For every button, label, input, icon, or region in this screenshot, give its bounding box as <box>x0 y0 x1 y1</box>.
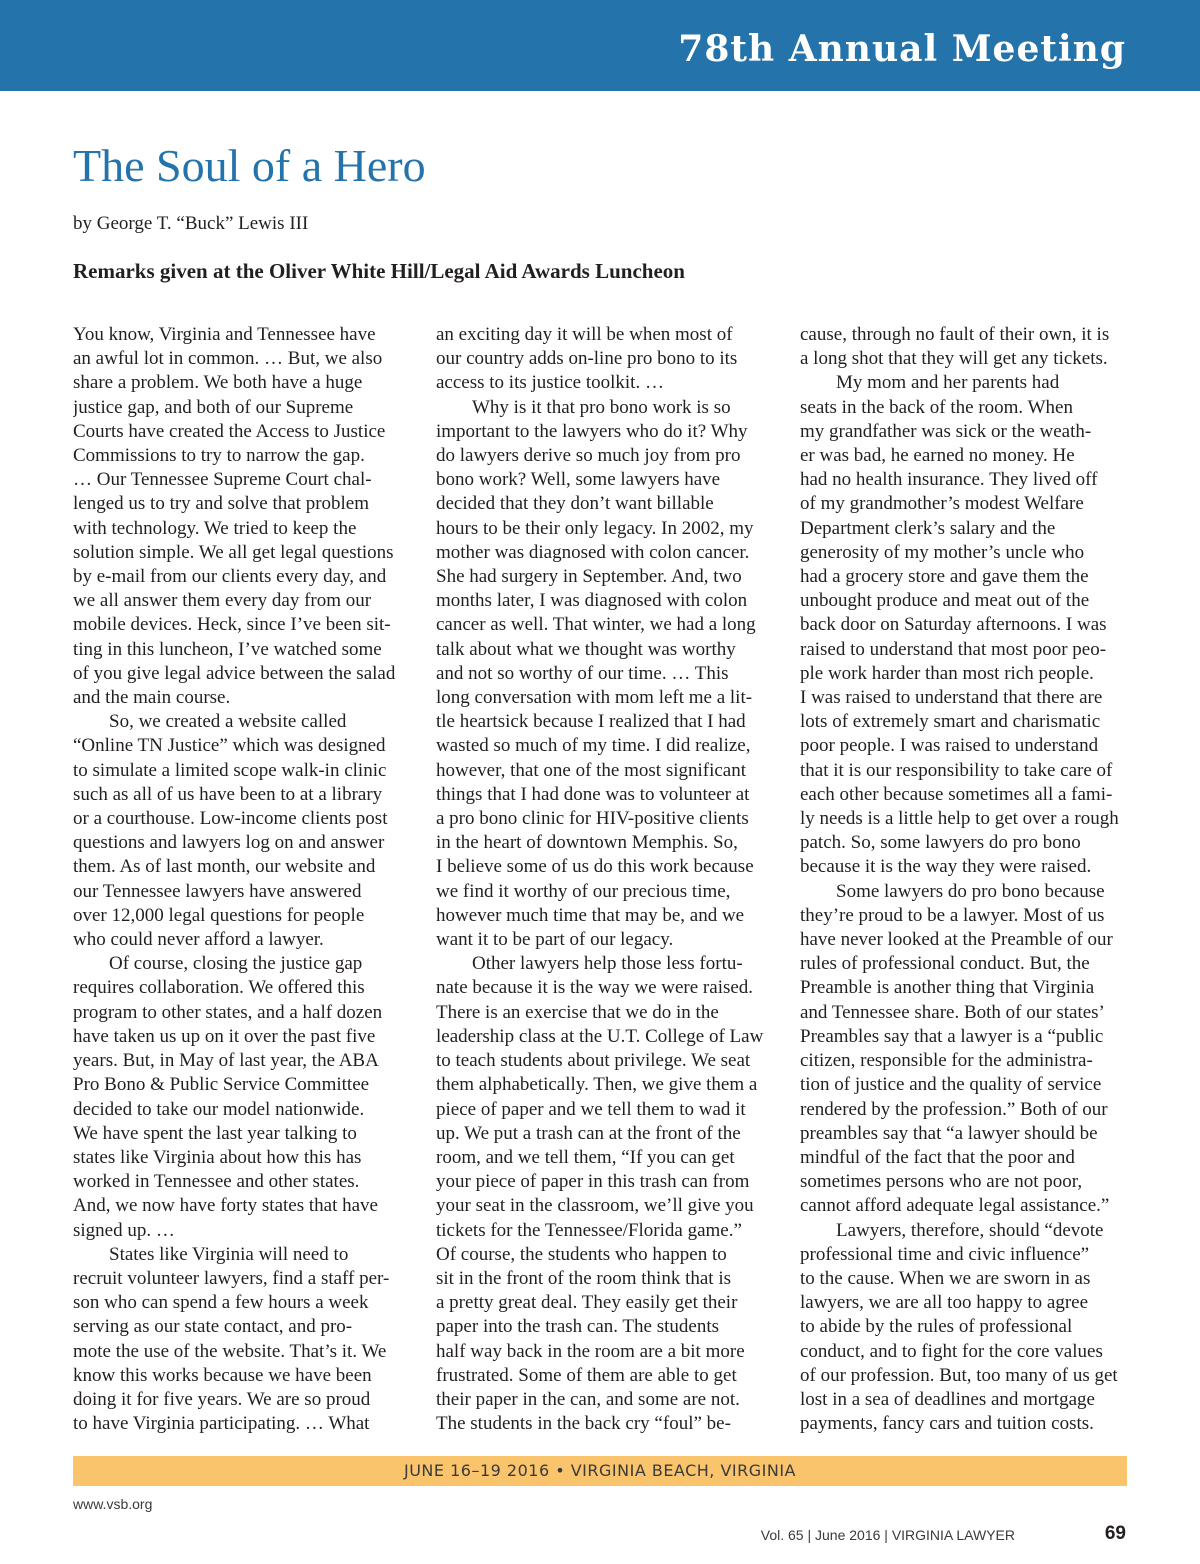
text-line: our country adds on-line pro bono to its <box>436 348 738 370</box>
text-line: do lawyers derive so much joy from pro <box>436 445 741 467</box>
article-column-3 <box>800 323 1130 1443</box>
text-line: talk about what we thought was worthy <box>436 638 736 660</box>
text-line: a long shot that they will get any tickets. <box>800 348 1108 370</box>
text-line: with technology. We tried to keep the <box>73 517 357 539</box>
text-line: … Our Tennessee Supreme Court chal- <box>73 469 372 491</box>
text-line: by e-mail from our clients every day, and <box>73 566 387 588</box>
text-line: I believe some of us do this work because <box>436 856 754 878</box>
website-link[interactable]: www.vsb.org <box>73 1496 153 1512</box>
text-line: Commissions to try to narrow the gap. <box>73 445 365 467</box>
text-line: er was bad, he earned no money. He <box>800 445 1075 467</box>
text-line: Department clerk’s salary and the <box>800 517 1056 539</box>
text-line: mobile devices. Heck, since I’ve been sit- <box>73 614 391 636</box>
text-line: generosity of my mother’s uncle who <box>800 541 1085 563</box>
text-line: Of course, closing the justice gap <box>109 953 363 975</box>
text-line: have taken us up on it over the past five <box>73 1025 376 1047</box>
text-line: Lawyers, therefore, should “devote <box>836 1219 1104 1241</box>
text-line: they’re proud to be a lawyer. Most of us <box>800 904 1105 926</box>
text-line: of you give legal advice between the salad <box>73 662 396 684</box>
text-line: your piece of paper in this trash can from <box>436 1171 750 1193</box>
text-line: rules of professional conduct. But, the <box>800 953 1090 975</box>
text-line: Preamble is another thing that Virginia <box>800 977 1095 999</box>
text-line: had a grocery store and gave them the <box>800 566 1089 588</box>
text-line: tle heartsick because I realized that I had <box>436 711 746 733</box>
text-line: justice gap, and both of our Supreme <box>73 396 354 418</box>
text-line: nate because it is the way we were raised. <box>436 977 754 999</box>
text-line: want it to be part of our legacy. <box>436 929 674 951</box>
article-subtitle: Remarks given at the Oliver White Hill/Legal Aid Awards Luncheon <box>73 259 685 283</box>
text-line: poor people. I was raised to understand <box>800 735 1099 757</box>
text-line: cancer as well. That winter, we had a long <box>436 614 756 636</box>
page-number: 69 <box>1104 1523 1126 1544</box>
text-line: or a courthouse. Low-income clients post <box>73 808 388 830</box>
text-line: have never looked at the Preamble of our <box>800 929 1113 951</box>
text-line: your seat in the classroom, we’ll give you <box>436 1195 754 1217</box>
text-line: signed up. … <box>73 1219 175 1241</box>
text-line: ple work harder than most rich people. <box>800 662 1094 684</box>
article-column-1 <box>73 323 403 1443</box>
text-line: ly needs is a little help to get over a rough <box>800 808 1119 830</box>
text-line: cannot afford adequate legal assistance.” <box>800 1195 1110 1217</box>
text-line: There is an exercise that we do in the <box>436 1001 719 1023</box>
text-line: frustrated. Some of them are able to get <box>436 1364 737 1386</box>
text-line: piece of paper and we tell them to wad it <box>436 1098 746 1120</box>
text-line: an exciting day it will be when most of <box>436 324 733 345</box>
text-line: Courts have created the Access to Justice <box>73 420 386 442</box>
text-line: and Tennessee share. Both of our states’ <box>800 1001 1105 1023</box>
text-line: questions and lawyers log on and answer <box>73 832 385 854</box>
text-line: patch. So, some lawyers do pro bono <box>800 832 1081 854</box>
text-line: And, we now have forty states that have <box>73 1195 378 1217</box>
text-line: doing it for five years. We are so proud <box>73 1388 371 1410</box>
text-line: half way back in the room are a bit more <box>436 1340 745 1362</box>
text-line: Pro Bono & Public Service Committee <box>73 1074 370 1096</box>
text-line: lost in a sea of deadlines and mortgage <box>800 1388 1095 1410</box>
text-line: unbought produce and meat out of the <box>800 590 1090 612</box>
text-line: important to the lawyers who do it? Why <box>436 420 748 442</box>
article-column-2 <box>436 323 766 1443</box>
text-line: lawyers, we are all too happy to agree <box>800 1292 1089 1314</box>
text-line: mindful of the fact that the poor and <box>800 1146 1075 1168</box>
text-line: rendered by the profession.” Both of our <box>800 1098 1108 1120</box>
text-line: and not so worthy of our time. … This <box>436 662 729 684</box>
text-line: You know, Virginia and Tennessee have <box>73 324 376 345</box>
text-line: ting in this luncheon, I’ve watched some <box>73 638 382 660</box>
text-line: professional time and civic influence” <box>800 1243 1090 1265</box>
text-line: preambles say that “a lawyer should be <box>800 1122 1098 1144</box>
text-line: mother was diagnosed with colon cancer. <box>436 541 750 563</box>
text-line: up. We put a trash can at the front of the <box>436 1122 741 1144</box>
text-line: paper into the trash can. The students <box>436 1316 719 1338</box>
text-line: back door on Saturday afternoons. I was <box>800 614 1107 636</box>
text-line: tion of justice and the quality of service <box>800 1074 1102 1096</box>
text-line: lots of extremely smart and charismatic <box>800 711 1101 733</box>
text-line: hours to be their only legacy. In 2002, my <box>436 517 754 539</box>
text-line: however, that one of the most significant <box>436 759 747 781</box>
text-line: months later, I was diagnosed with colon <box>436 590 748 612</box>
text-line: My mom and her parents had <box>836 372 1060 394</box>
text-line: access to its justice toolkit. … <box>436 372 664 394</box>
text-line: requires collaboration. We offered this <box>73 977 365 999</box>
text-line: raised to understand that most poor peo- <box>800 638 1107 660</box>
text-line: to simulate a limited scope walk-in clinic <box>73 759 387 781</box>
text-line: who could never afford a lawyer. <box>73 929 324 951</box>
text-line: States like Virginia will need to <box>109 1243 349 1265</box>
text-line: share a problem. We both have a huge <box>73 372 363 394</box>
text-line: leadership class at the U.T. College of Law <box>436 1025 764 1047</box>
text-line: The students in the back cry “foul” be- <box>436 1413 731 1435</box>
text-line: we find it worthy of our precious time, <box>436 880 731 902</box>
text-line: long conversation with mom left me a lit- <box>436 687 753 709</box>
event-banner <box>73 1456 1127 1486</box>
text-line: their paper in the can, and some are not. <box>436 1388 740 1410</box>
text-line: know this works because we have been <box>73 1364 372 1386</box>
text-line: cause, through no fault of their own, it is <box>800 324 1110 345</box>
issue-info: Vol. 65 | June 2016 | VIRGINIA LAWYER <box>760 1527 1015 1543</box>
text-line: wasted so much of my time. I did realize, <box>436 735 751 757</box>
text-line: Why is it that pro bono work is so <box>472 396 731 418</box>
text-line: an awful lot in common. … But, we also <box>73 348 383 370</box>
text-line: my grandfather was sick or the weath- <box>800 420 1092 442</box>
text-line: them. As of last month, our website and <box>73 856 376 878</box>
text-line: each other because sometimes all a fami- <box>800 783 1113 805</box>
header-banner <box>0 0 1200 91</box>
text-line: of our profession. But, too many of us get <box>800 1364 1118 1386</box>
text-line: and the main course. <box>73 687 231 709</box>
text-line: states like Virginia about how this has <box>73 1146 362 1168</box>
text-line: had no health insurance. They lived off <box>800 469 1098 491</box>
text-line: program to other states, and a half dozen <box>73 1001 383 1023</box>
text-line: to abide by the rules of professional <box>800 1316 1073 1338</box>
text-line: things that I had done was to volunteer at <box>436 783 750 805</box>
text-line: we all answer them every day from our <box>73 590 372 612</box>
text-line: bono work? Well, some lawyers have <box>436 469 721 491</box>
text-line: a pretty great deal. They easily get their <box>436 1292 738 1314</box>
text-line: them alphabetically. Then, we give them a <box>436 1074 758 1096</box>
text-line: Of course, the students who happen to <box>436 1243 727 1265</box>
text-line: Other lawyers help those less fortu- <box>472 953 743 975</box>
text-line: conduct, and to fight for the core values <box>800 1340 1103 1362</box>
text-line: a pro bono clinic for HIV-positive clients <box>436 808 749 830</box>
text-line: of my grandmother’s modest Welfare <box>800 493 1084 515</box>
text-line: our Tennessee lawyers have answered <box>73 880 362 902</box>
text-line: lenged us to try and solve that problem <box>73 493 370 515</box>
text-line: She had surgery in September. And, two <box>436 566 742 588</box>
text-line: son who can spend a few hours a week <box>73 1292 369 1314</box>
text-line: to the cause. When we are sworn in as <box>800 1267 1091 1289</box>
banner-title: 78th Annual Meeting <box>678 28 1126 70</box>
text-line: We have spent the last year talking to <box>73 1122 357 1144</box>
text-line: however much time that may be, and we <box>436 904 745 926</box>
text-line: “Online TN Justice” which was designed <box>73 735 386 757</box>
text-line: solution simple. We all get legal questions <box>73 541 394 563</box>
text-line: such as all of us have been to at a library <box>73 783 383 805</box>
text-line: sit in the front of the room think that is <box>436 1267 731 1289</box>
text-line: room, and we tell them, “If you can get <box>436 1146 735 1168</box>
text-line: worked in Tennessee and other states. <box>73 1171 360 1193</box>
text-line: that it is our responsibility to take care of <box>800 759 1113 781</box>
text-line: years. But, in May of last year, the ABA <box>73 1050 379 1072</box>
text-line: in the heart of downtown Memphis. So, <box>436 832 738 854</box>
article-byline: by George T. “Buck” Lewis III <box>73 213 309 234</box>
text-line: to teach students about privilege. We seat <box>436 1050 751 1072</box>
text-line: decided to take our model nationwide. <box>73 1098 365 1120</box>
event-text: JUNE 16–19 2016 • VIRGINIA BEACH, VIRGINIA <box>404 1461 796 1480</box>
text-line: tickets for the Tennessee/Florida game.” <box>436 1219 742 1241</box>
text-line: citizen, responsible for the administra- <box>800 1050 1093 1072</box>
text-line: So, we created a website called <box>109 711 347 733</box>
text-line: seats in the back of the room. When <box>800 396 1073 418</box>
text-line: I was raised to understand that there are <box>800 687 1103 709</box>
text-line: over 12,000 legal questions for people <box>73 904 365 926</box>
text-line: recruit volunteer lawyers, find a staff per- <box>73 1267 390 1289</box>
text-line: decided that they don’t want billable <box>436 493 714 515</box>
text-line: payments, fancy cars and tuition costs. <box>800 1413 1094 1435</box>
text-line: to have Virginia participating. … What <box>73 1413 370 1435</box>
text-line: because it is the way they were raised. <box>800 856 1092 878</box>
text-line: Some lawyers do pro bono because <box>836 880 1105 902</box>
text-line: Preambles say that a lawyer is a “public <box>800 1025 1104 1047</box>
text-line: sometimes persons who are not poor, <box>800 1171 1083 1193</box>
text-line: serving as our state contact, and pro- <box>73 1316 353 1338</box>
article-title: The Soul of a Hero <box>73 140 426 191</box>
text-line: mote the use of the website. That’s it. We <box>73 1340 387 1362</box>
